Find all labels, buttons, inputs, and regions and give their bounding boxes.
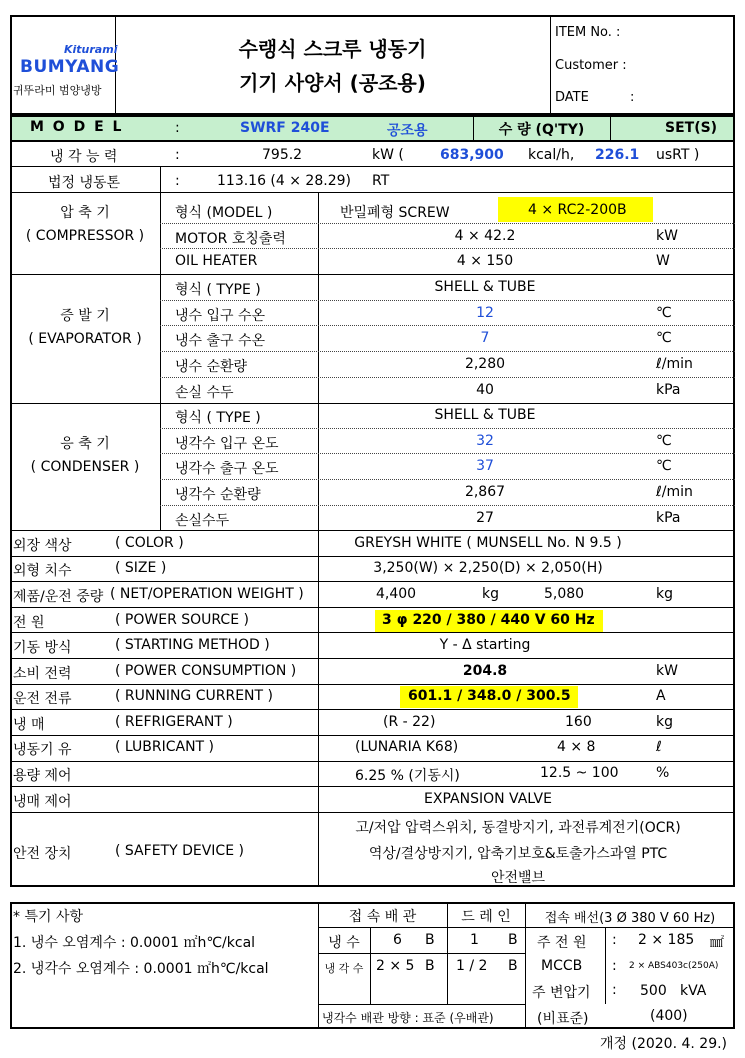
capacity-usrt: 226.1 [595, 147, 640, 163]
drain-1: 1 [470, 932, 479, 948]
logo-small: Kiturami [64, 43, 118, 56]
revision-date: 개정 (2020. 4. 29.) [600, 1036, 728, 1052]
doc-title-2: 기기 사양서 (공조용) [239, 71, 426, 95]
drain-title: 드 레 인 [461, 909, 511, 925]
capacity-control-start: 6.25 % (기동시) [355, 768, 460, 784]
safety-device-line-2: 역상/결상방지기, 압축기보호&토출가스과열 PTC [368, 846, 668, 862]
net-weight: 4,400 [376, 586, 417, 602]
capacity-control-range: 12.5 ~ 100 [540, 765, 619, 781]
date-field[interactable]: DATE [555, 90, 589, 105]
pipe-direction: 냉각수 배관 방향 : 표준 (우배관) [322, 1011, 494, 1025]
power-consumption-value: 204.8 [462, 663, 508, 679]
refrigerant-charge: 160 [565, 714, 592, 730]
item-no-field[interactable]: ITEM No. : [555, 25, 621, 40]
qty-label: 수 량 (Q'TY) [498, 122, 585, 138]
main-wire-value: 2 × 185 [638, 932, 695, 948]
power-source-value: 3 φ 220 / 380 / 440 V 60 Hz [382, 612, 595, 628]
capacity-kw: 795.2 [262, 147, 303, 163]
logo-big: BUMYANG [20, 57, 120, 77]
size-value: 3,250(W) × 2,250(D) × 2,050(H) [373, 560, 603, 576]
wire-title: 접속 배선(3 Ø 380 V 60 Hz) [544, 911, 716, 926]
lubricant-charge: 4 × 8 [557, 739, 596, 755]
transformer-value: 500 [640, 983, 667, 999]
chilled-water-size: 6 [393, 932, 402, 948]
compressor-label: 압 축 기 [60, 205, 110, 221]
note-1: 1. 냉수 오염계수 : 0.0001 ㎡h℃/kcal [13, 935, 256, 951]
pipe-title: 접 속 배 관 [348, 909, 417, 925]
chilled-water-label: 냉 수 [328, 935, 360, 951]
running-current-value: 601.1 / 348.0 / 300.5 [408, 688, 571, 704]
condenser-label: 응 축 기 [60, 436, 110, 452]
refrigerant-control-value: EXPANSION VALVE [424, 791, 552, 807]
evaporator-label: 증 발 기 [60, 308, 110, 324]
operation-weight: 5,080 [544, 586, 585, 602]
customer-field[interactable]: Customer : [555, 58, 627, 73]
doc-title-1: 수랭식 스크루 냉동기 [238, 37, 427, 61]
qty-unit: SET(S) [665, 120, 718, 136]
cooling-water-label: 냉 각 수 [324, 962, 364, 975]
legal-tons-value: 113.16 (4 × 28.29) [217, 173, 351, 189]
compressor-label-en: ( COMPRESSOR ) [25, 228, 145, 244]
cooling-water-size: 2 × 5 [376, 958, 415, 974]
model-value: SWRF 240E [240, 120, 330, 136]
safety-device-line-1: 고/저압 압력스위치, 동결방지기, 과전류계전기(OCR) [355, 820, 681, 836]
mccb-value: 2 × ABS403c(250A) [629, 961, 719, 971]
refrigerant-type: (R - 22) [383, 714, 436, 730]
model-use: 공조용 [387, 123, 428, 139]
capacity-label: 냉 각 능 력 [50, 149, 118, 165]
evaporator-label-en: ( EVAPORATOR ) [28, 331, 142, 347]
safety-device-line-3: 안전밸브 [490, 870, 546, 886]
legal-tons-label: 법정 냉동톤 [48, 175, 121, 191]
notes-title: * 특기 사항 [13, 909, 83, 925]
compressor-model: 4 × RC2-200B [528, 202, 627, 218]
lubricant-type: (LUNARIA K68) [355, 739, 459, 755]
compressor-type: 반밀폐형 SCREW [340, 205, 450, 221]
non-standard-value: (400) [650, 1008, 688, 1024]
capacity-kcal: 683,900 [440, 147, 504, 163]
note-2: 2. 냉각수 오염계수 : 0.0001 ㎡h℃/kcal [13, 961, 269, 977]
non-standard-label: (비표준) [537, 1011, 589, 1027]
model-label: M O D E L [30, 119, 124, 135]
color-value: GREYSH WHITE ( MUNSELL No. N 9.5 ) [354, 535, 622, 551]
logo-sub: 귀뚜라미 범양냉방 [13, 84, 102, 97]
starting-method-value: Y - Δ starting [439, 637, 531, 653]
condenser-label-en: ( CONDENSER ) [30, 459, 140, 475]
drain-2: 1 / 2 [456, 958, 488, 974]
date-colon: : [630, 90, 635, 105]
